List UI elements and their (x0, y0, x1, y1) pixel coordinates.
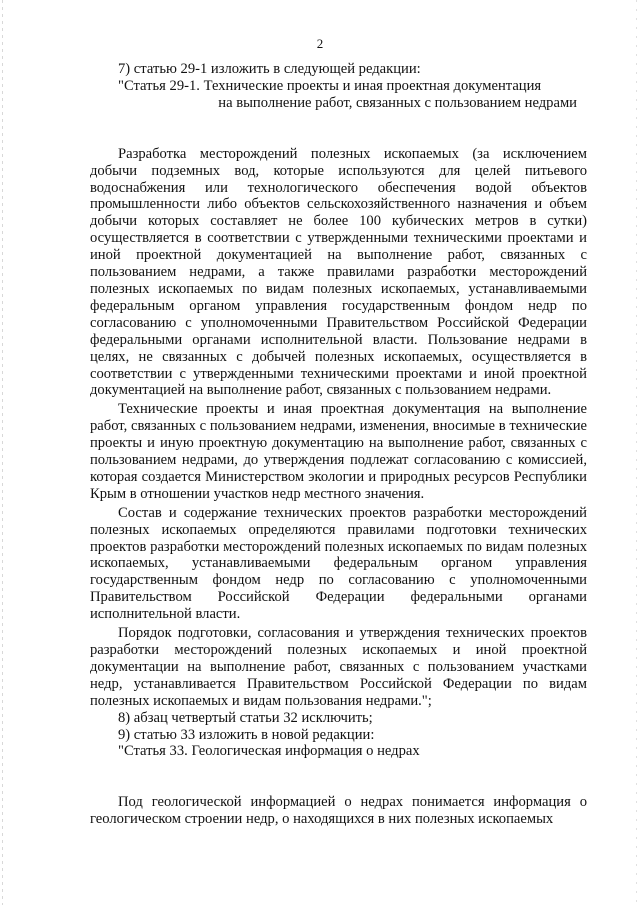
scan-edge-right (636, 0, 637, 905)
paragraph-composition: Состав и содержание технических проектов разработки месторождений полезных ископаемых определяются правилами подготовки технических проектов разработки месторождений полезных ископаемых по видам полезных ископаемых, устанавливаемыми федеральным органом управления государственным фондом недр по согласованию с уполномоченными Правительством Российской Федерации федеральными органами исполнительной власти. (90, 504, 587, 623)
article-29-1-title: "Статья 29-1. Технические проекты и иная проектная документация (118, 77, 542, 94)
amendment-9: 9) статью 33 изложить в новой редакции: (118, 726, 375, 743)
scan-edge-left (2, 0, 3, 905)
document-body (90, 61, 587, 828)
spacer (90, 112, 587, 146)
spacer (90, 760, 587, 794)
amendment-7: 7) статью 29-1 изложить в следующей редакции: (118, 61, 421, 77)
page-number: 2 (316, 36, 324, 51)
amendment-8: 8) абзац четвертый статьи 32 исключить; (118, 709, 373, 726)
paragraph-procedure: Порядок подготовки, согласования и утверждения технических проектов разработки месторождений полезных ископаемых и иной проектной документации на выполнение работ, связанных с пользованием участками недр, устанавливается Правительством Российской Федерации по видам полезных ископаемых и видам пользования недрами."; (90, 625, 587, 709)
paragraph-approval: Технические проекты и иная проектная документация на выполнение работ, связанных с пользованием недрами, изменения, вносимые в технические проекты и иную проектную документацию на выполнение работ, связанных с пользованием недрами, до утверждения подлежат согласованию с комиссией, которая создается Министерством экологии и природных ресурсов Республики Крым в отношении участков недр местного значения. (90, 401, 587, 502)
paragraph-geological-information: Под геологической информацией о недрах понимается информация о геологическом строении недр, о находящихся в них полезных ископаемых (90, 794, 587, 828)
article-29-1-title-continuation: на выполнение работ, связанных с пользованием недрами (218, 94, 577, 111)
paragraph-development: Разработка месторождений полезных ископаемых (за исключением добычи подземных вод, которые используются для целей питьевого водоснабжения или технологического обеспечения водой объектов промышленности либо объектов сельскохозяйственного назначения и объем добычи которых составляет не более 100 кубических метров в сутки) осуществляется в соответствии с утвержденными техническими проектами и иной проектной документацией на выполнение работ, связанных с пользованием недрами, а также правилами разработки месторождений полезных ископаемых по видам полезных ископаемых, устанавливаемыми федеральным органом управления государственным фондом недр по согласованию с уполномоченными Правительством Российской Федерации федеральными органами исполнительной власти. Пользование недрами в целях, не связанных с добычей полезных ископаемых, осуществляется в соответствии с утвержденными техническими проектами и иной проектной документацией на выполнение работ, связанных с пользованием недрами. (90, 145, 587, 399)
article-33-title: "Статья 33. Геологическая информация о недрах (118, 743, 420, 760)
